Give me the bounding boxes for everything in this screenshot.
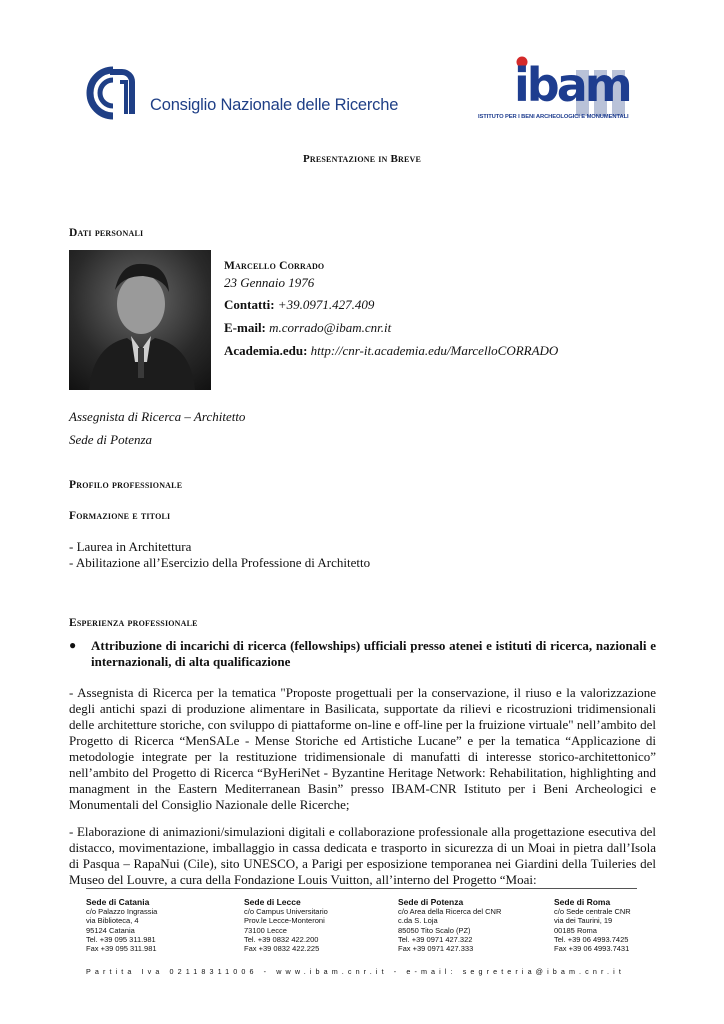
section-heading-profile: Profilo professionale (69, 479, 183, 491)
bullet-text: Attribuzione di incarichi di ricerca (fellowships) ufficiali presso atenei e istituti di ricerca, nazionali e internazionali, di alta qualificazione (91, 638, 656, 669)
office-line: Tel. +39 0971 427.322 (398, 934, 473, 944)
office-line: 95124 Catania (86, 925, 135, 935)
office-line: 85050 Tito Scalo (PZ) (398, 925, 471, 935)
education-item: - Laurea in Architettura (69, 539, 192, 554)
footer-divider (86, 888, 637, 889)
bullet-dot-icon: ● (69, 638, 77, 652)
office-line: c/o Sede centrale CNR (554, 907, 631, 917)
role: Assegnista di Ricerca – Architetto (69, 409, 246, 424)
office-line: via Biblioteca, 4 (86, 916, 139, 926)
email-label: E-mail: (224, 320, 266, 335)
footer-bottom-line: Partita Iva 02118311006 - www.ibam.cnr.it - e-mail: segreteria@ibam.cnr.it (86, 967, 625, 976)
cnr-name: Consiglio Nazionale delle Ricerche (150, 96, 399, 114)
section-heading-education: Formazione e titoli (69, 510, 171, 522)
office-line: Fax +39 0832 422.225 (244, 944, 320, 954)
footer-office (398, 898, 548, 953)
footer-office (244, 898, 384, 953)
profile-photo (69, 250, 211, 390)
office-line: via dei Taurini, 19 (554, 916, 613, 926)
office-line: Prov.le Lecce-Monteroni (244, 916, 325, 926)
doc-title: Presentazione in Breve (302, 153, 422, 165)
office-line: 73100 Lecce (244, 925, 287, 935)
portrait-silhouette-icon (69, 250, 211, 390)
office-title: Sede di Roma (554, 897, 611, 907)
ibam-subtitle: ISTITUTO PER I BENI ARCHEOLOGICI E MONUMENTALI (478, 114, 629, 120)
education-item: - Abilitazione all’Esercizio della Professione di Architetto (69, 555, 371, 570)
email-line (224, 320, 391, 336)
section-heading-experience: Esperienza professionale (69, 617, 198, 629)
cnr-emblem-icon (86, 66, 148, 120)
academia-line (224, 343, 558, 359)
office-line: Tel. +39 06 4993.7425 (554, 934, 629, 944)
academia-link[interactable]: http://cnr-it.academia.edu/MarcelloCORRADO (310, 343, 559, 358)
seat: Sede di Potenza (69, 432, 153, 447)
email-link[interactable]: m.corrado@ibam.cnr.it (269, 320, 392, 335)
footer-office (86, 898, 226, 953)
experience-paragraph: - Assegnista di Ricerca per la tematica "Proposte progettuali per la conservazione, il riuso e la valorizzazione degli antichi spazi di produzione alimentare in Basilicata, supportate da rilievi e ricostruzioni tridimensionali delle architetture storiche, con sviluppo di piattaforme on-line e off-line per la fruizione virtuale" nell’ambito del Progetto di Ricerca “MenSALe - Mense Storiche ed Artistiche Lucane” e per la tematica “Applicazione di metodologie integrate per la restituzione tridimensionale di manufatti di interesse storico-architettonico” nell’ambito del Progetto di Ricerca “ByHeriNet - Byzantine Heritage Network: Rehabilitation, highlighting and managment in the Eastern Mediterranean Basin” presso IBAM-CNR Istituto per i Beni Archeologici e Monumentali del Consiglio Nazionale delle Ricerche; (69, 685, 656, 812)
experience-bullet (69, 638, 656, 670)
office-title: Sede di Potenza (398, 897, 464, 907)
contact-label: Contatti: (224, 297, 275, 312)
cnr-logo (86, 66, 399, 122)
office-line: Fax +39 06 4993.7431 (554, 944, 630, 954)
office-line: Fax +39 095 311.981 (86, 944, 157, 954)
office-line: Fax +39 0971 427.333 (398, 944, 474, 954)
office-title: Sede di Catania (86, 897, 150, 907)
office-line: c/o Area della Ricerca del CNR (398, 907, 502, 917)
office-line: Tel. +39 0832 422.200 (244, 934, 319, 944)
birth-date: 23 Gennaio 1976 (224, 275, 315, 290)
office-title: Sede di Lecce (244, 897, 301, 907)
ibam-logo (478, 54, 638, 130)
office-line: c/o Campus Universitario (244, 907, 328, 917)
academia-label: Academia.edu: (224, 343, 308, 358)
experience-paragraph: - Elaborazione di animazioni/simulazioni digitali e collaborazione professionale alla progettazione esecutiva del distacco, movimentazione, imballaggio in cassa dedicata e trasporto in sicurezza di un Moai in pietra dall’Isola di Pasqua – RapaNui (Cile), sito UNESCO, a Parigi per esposizione temporanea nei Giardini della Tuileries del Museo del Louvre, a cura della Fondazione Louis Vuitton, all’interno del Progetto “Moai: (69, 824, 656, 887)
person-name: Marcello Corrado (224, 260, 325, 272)
office-line: c.da S. Loja (398, 916, 438, 926)
footer-office (554, 898, 654, 953)
contact-line (224, 297, 374, 313)
ibam-wordmark: ibam (514, 58, 630, 112)
office-line: Tel. +39 095 311.981 (86, 934, 156, 944)
section-heading-personal: Dati personali (69, 227, 144, 239)
office-line: 00185 Roma (554, 925, 597, 935)
office-line: c/o Palazzo Ingrassia (86, 907, 158, 917)
contact-value: +39.0971.427.409 (277, 297, 375, 312)
